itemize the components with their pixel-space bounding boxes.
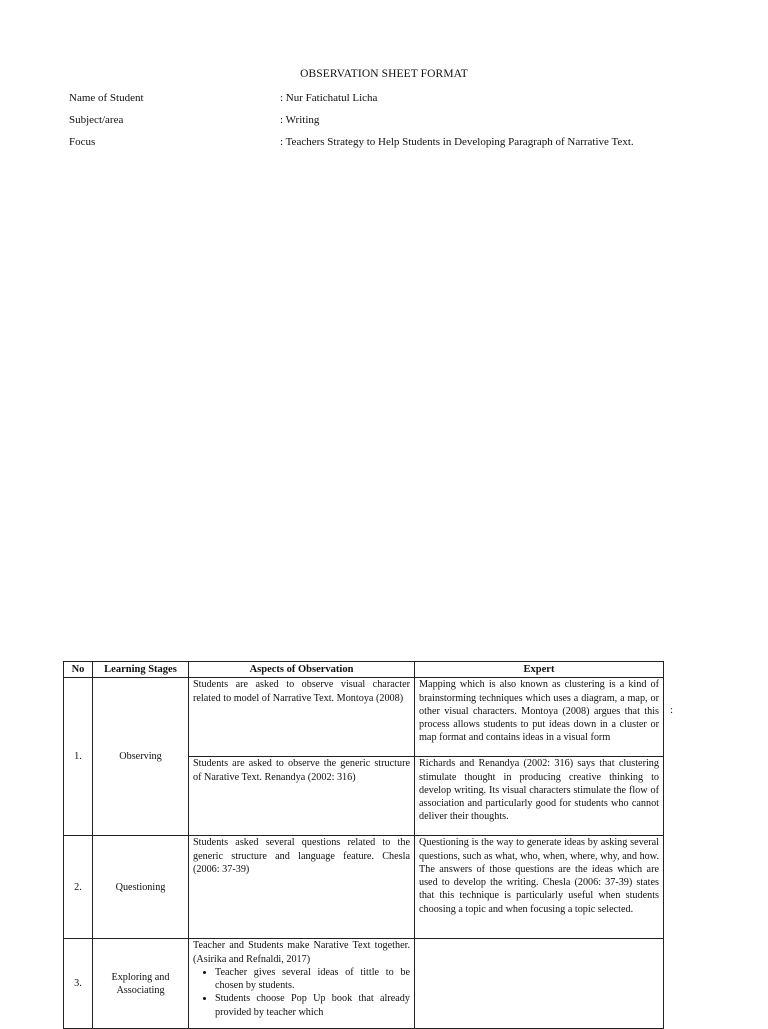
table-row [64,678,664,757]
meta-label: Name of Student [69,92,144,104]
table-header-row [64,662,664,678]
list-item: • Students choose Pop Up book that already provided by teacher which [215,992,410,1019]
cell-expert: Questioning is the way to generate ideas by asking several questions, such as what, who, when, where, why, and how. The answers of those questions are the ideas which are used to develop the writing. Chesla (2006: 37-39) states that this technique is particularly useful when students choosing a topic and when focusing a topic selected. [415,836,664,939]
cell-aspect: Students are asked to observe visual character related to model of Narrative Text. Montoya (2008) [189,678,415,757]
meta-value: : Teachers Strategy to Help Students in Developing Paragraph of Narrative Text. [280,136,634,148]
cell-no: 2. [64,836,93,939]
observation-table [63,661,664,1029]
cell-aspect [189,939,415,1029]
header-learning-stages: Learning Stages [93,662,189,678]
aspect-bullet-list [193,966,410,1019]
side-colon-mark: : [670,704,674,716]
cell-expert: Richards and Renandya (2002: 316) says that clustering stimulate thought in producing creative thinking to develop writing. Its visual characters stimulate the flow of association and particularly good for students who cannot deliver their thoughts. [415,757,664,836]
meta-value: : Nur Fatichatul Licha [280,92,378,104]
header-aspects: Aspects of Observation [189,662,415,678]
cell-no: 3. [64,939,93,1029]
table-row [64,836,664,939]
cell-stage: Exploring and Associating [93,939,189,1029]
cell-aspect: Students are asked to observe the generic structure of Narative Text. Renandya (2002: 316) [189,757,415,836]
aspect-intro: Teacher and Students make Narative Text together. (Asirika and Refnaldi, 2017) [193,940,410,965]
list-item: • Teacher gives several ideas of tittle to be chosen by students. [215,966,410,993]
table-row [64,939,664,1029]
cell-stage: Observing [93,678,189,836]
meta-label: Focus [69,136,96,148]
header-no: No [64,662,93,678]
cell-aspect: Students asked several questions related to the generic structure and language feature. Chesla (2006: 37-39) [189,836,415,939]
meta-value: : Writing [280,114,320,126]
cell-no: 1. [64,678,93,836]
cell-expert: Mapping which is also known as clustering is a kind of brainstorming techniques which uses a diagram, a map, or other visual characters. Montoya (2008) argues that this process allows students to put ideas down in a cluster or map format and contains ideas in a visual form [415,678,664,757]
cell-expert [415,939,664,1029]
header-expert: Expert [415,662,664,678]
cell-stage: Questioning [93,836,189,939]
document-title: OBSERVATION SHEET FORMAT [300,68,468,80]
meta-label: Subject/area [69,114,124,126]
